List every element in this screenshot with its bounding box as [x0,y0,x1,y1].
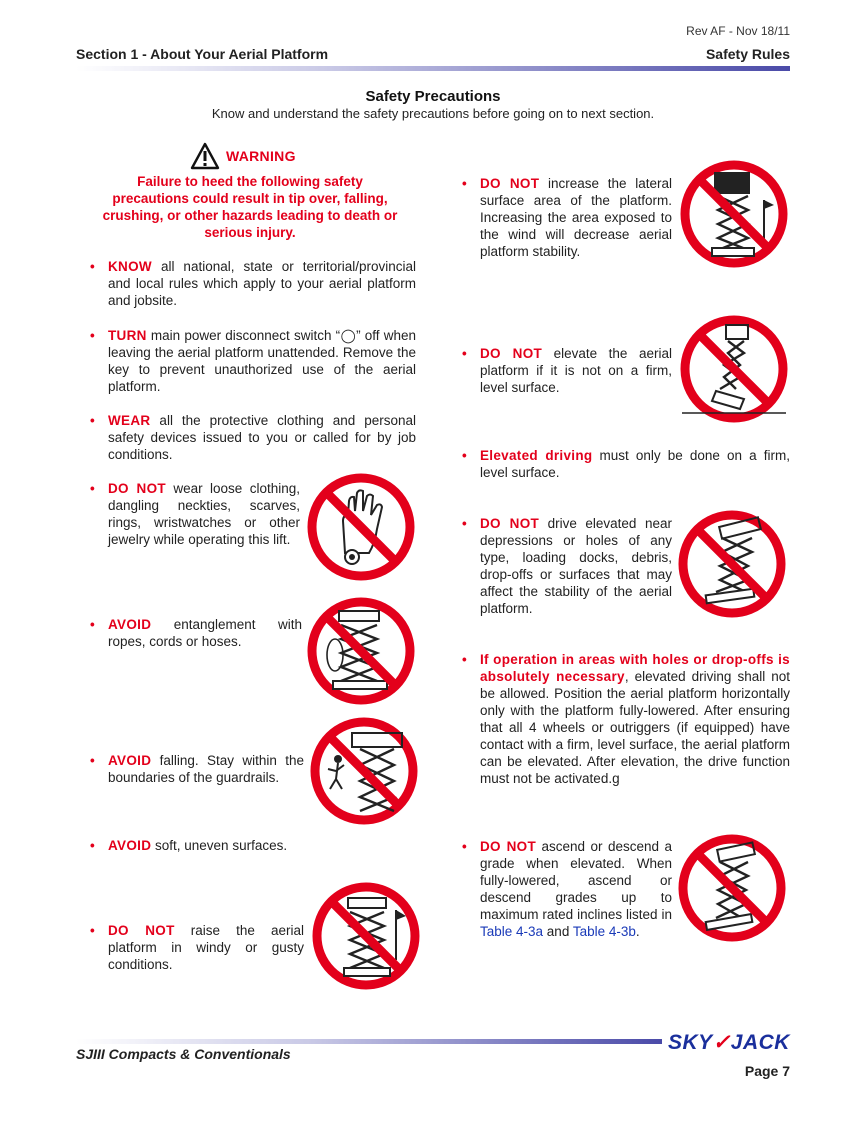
item-keyword: KNOW [108,259,152,274]
bullet: • [90,413,95,428]
list-item [462,838,672,940]
footer-rule [76,1039,662,1044]
item-text: drive elevated near depressions or holes of any type, loading docks, debris, drop-offs or surfaces that may affect the stability of the aerial platform. [480,516,672,616]
no-ascending-grade-icon [676,832,788,944]
list-item [462,515,672,617]
warning-triangle-icon [190,142,220,170]
bullet: • [90,481,95,496]
bullet: • [462,346,467,361]
item-keyword: WEAR [108,413,151,428]
list-item [462,345,672,396]
item-text: must only be done on a firm, level surface. [480,448,790,480]
page-title: Safety Precautions [365,88,501,105]
item-text: raise the aerial platform in windy or gusty conditions. [108,923,304,972]
item-keyword: DO NOT [480,346,543,361]
header-rule [76,66,790,71]
no-jewelry-icon [305,471,417,583]
item-text: , elevated driving shall not be allowed. Position the aerial platform horizontally only with the platform fully-lowered. After ensuring that all 4 wheels or outriggers (if equipped) have contact with a firm, level surface, the aerial platform can be elevated. After elevation, the drive function must not be activated.g [480,669,790,786]
logo-tick-icon: ✓ [712,1031,731,1054]
topic-title: Safety Rules [705,46,790,62]
section-title: Section 1 - About Your Aerial Platform [76,46,329,62]
bullet: • [462,448,467,463]
list-item [462,447,790,481]
item-text: increase the lateral surface area of the platform. Increasing the area exposed to the wind will decrease aerial platform stability. [480,176,672,259]
table-4-3b-link[interactable]: Table 4-3b [572,924,636,939]
item-text: soft, uneven surfaces. [151,838,288,853]
bullet: • [90,838,95,853]
no-uneven-surface-icon [678,313,790,425]
item-text: ascend or descend a grade when elevated. When fully-lowered, ascend or descend grades up to maximum rated inclines listed in [480,839,672,922]
list-item [90,480,300,548]
warning-text: Failure to heed the following safety precautions could result in tip over, falling, crushing, or other hazards leading to death or serious injury. [102,174,398,240]
list-item [462,175,672,260]
item-text: all the protective clothing and personal safety devices issued to you or called for by job conditions. [108,413,416,462]
list-item [462,651,790,787]
item-text: elevate the aerial platform if it is not on a firm, level surface. [480,346,672,395]
bullet: • [462,839,467,854]
item-keyword: Elevated driving [480,448,593,463]
bullet: • [90,753,95,768]
item-text: . [635,924,640,939]
no-falling-icon [308,715,420,827]
warning-header [190,142,296,170]
table-4-3a-link[interactable]: Table 4-3a [480,924,544,939]
item-text: all national, state or territorial/provincial and local rules which apply to your aerial platform and jobsite. [108,259,416,308]
list-item [90,327,416,395]
bullet: • [462,516,467,531]
no-increased-surface-area-icon [678,158,790,270]
list-item [90,922,304,973]
item-keyword: If operation in areas with holes or drop-offs is absolutely necessary [480,652,790,684]
list-item [90,258,416,309]
item-text: and [543,924,573,939]
item-keyword: AVOID [108,753,152,768]
item-keyword: AVOID [108,838,152,853]
no-entanglement-icon [305,595,417,707]
item-text: wear loose clothing, dangling neckties, scarves, rings, wristwatches or other jewelry while operating this lift. [108,481,300,547]
bullet: • [462,652,467,667]
list-item [90,616,302,650]
page-subtitle: Know and understand the safety precautions before going on to next section. [211,106,655,121]
revision-label: Rev AF - Nov 18/11 [686,24,790,38]
item-text: entanglement with ropes, cords or hoses. [108,617,302,649]
item-keyword: DO NOT [480,176,540,191]
bullet: • [90,328,95,343]
item-text: falling. Stay within the boundaries of the guardrails. [108,753,304,785]
page-number: Page 7 [744,1063,790,1079]
item-keyword: DO NOT [480,516,540,531]
bullet: • [90,923,95,938]
item-keyword: DO NOT [480,839,537,854]
list-item [90,752,304,786]
item-keyword: DO NOT [108,481,166,496]
product-name: SJIII Compacts & Conventionals [76,1046,291,1062]
skyjack-logo: SKY✓JACK [668,1031,790,1054]
bullet: • [90,617,95,632]
bullet: • [90,259,95,274]
item-text: main power disconnect switch “◯” off when leaving the aerial platform unattended. Remove the key to prevent unauthorized use of the aerial platform. [108,328,416,394]
no-windy-conditions-icon [310,880,422,992]
no-driving-near-dropoffs-icon [676,508,788,620]
item-keyword: AVOID [108,617,152,632]
bullet: • [462,176,467,191]
list-item [90,412,416,463]
warning-label: WARNING [226,148,296,164]
list-item [90,837,308,854]
item-keyword: DO NOT [108,923,175,938]
item-keyword: TURN [108,328,147,343]
